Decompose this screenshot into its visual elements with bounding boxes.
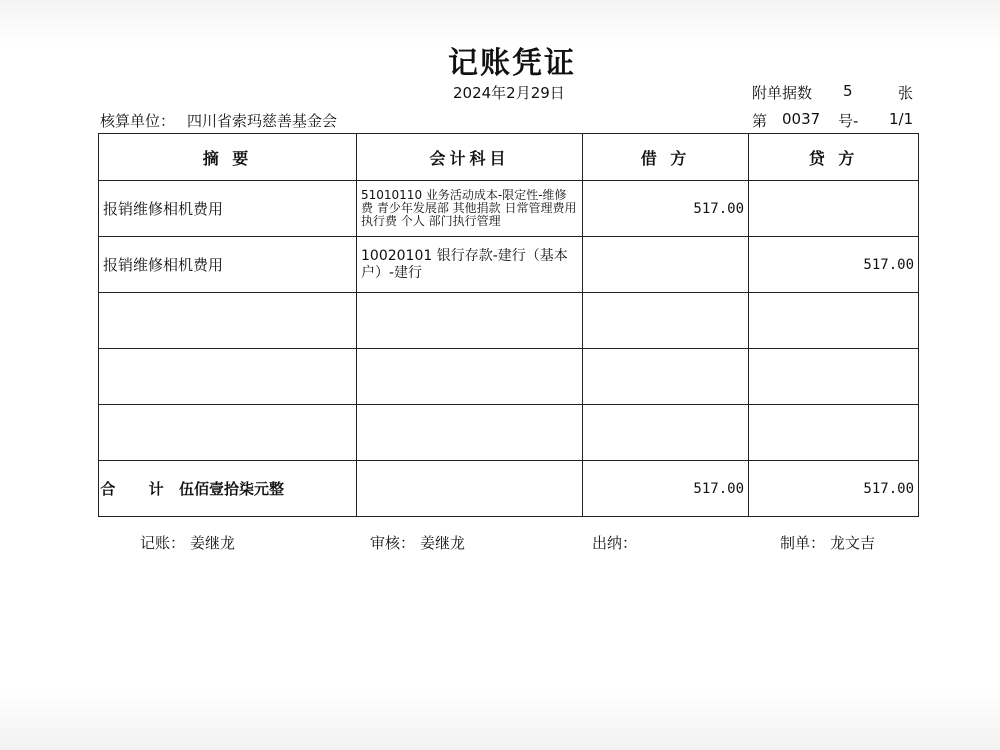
total-account-empty (357, 461, 583, 517)
total-label: 合 计 (100, 480, 178, 498)
table-header-row (99, 134, 919, 181)
row-credit: 517.00 (749, 237, 919, 293)
voucher-table (98, 133, 919, 517)
table-row-empty (99, 293, 919, 349)
empty-cell (357, 293, 583, 349)
header-debit: 借 方 (583, 134, 749, 181)
voucher-title: 记账凭证 (448, 46, 576, 81)
preparer-name: 龙文吉 (830, 534, 876, 552)
accounting-unit-name: 四川省索玛慈善基金会 (187, 112, 338, 130)
total-row (99, 461, 919, 517)
empty-cell (99, 349, 357, 405)
total-words: 伍佰壹拾柒元整 (179, 480, 285, 498)
empty-cell (749, 349, 919, 405)
row-debit: 517.00 (583, 181, 749, 237)
empty-cell (357, 349, 583, 405)
empty-cell (583, 405, 749, 461)
voucher-number-label: 第 (752, 112, 768, 130)
row-account: 10020101 银行存款-建行（基本户）-建行 (357, 237, 583, 293)
empty-cell (749, 405, 919, 461)
empty-cell (583, 293, 749, 349)
table-row-empty (99, 349, 919, 405)
row-summary: 报销维修相机费用 (99, 181, 357, 237)
row-debit (583, 237, 749, 293)
row-credit (749, 181, 919, 237)
empty-cell (583, 349, 749, 405)
voucher-number: 0037 (782, 110, 821, 128)
header-credit: 贷 方 (749, 134, 919, 181)
table-row (99, 237, 919, 293)
voucher-number-sep: 号- (838, 112, 859, 130)
row-account: 51010110 业务活动成本-限定性-维修费 青少年发展部 其他捐款 日常管理费用 执行费 个人 部门执行管理 (357, 181, 583, 237)
reviewer-label: 审核： (370, 534, 416, 552)
voucher-date: 2024年2月29日 (453, 84, 565, 102)
table-row-empty (99, 405, 919, 461)
attachments-count: 5 (843, 82, 853, 100)
empty-cell (749, 293, 919, 349)
attachments-label: 附单据数 (752, 84, 813, 102)
total-cell (99, 461, 357, 517)
accounting-unit-label: 核算单位： (100, 112, 176, 130)
total-credit: 517.00 (749, 461, 919, 517)
bookkeeper-label: 记账： (140, 534, 186, 552)
reviewer-name: 姜继龙 (420, 534, 466, 552)
empty-cell (99, 293, 357, 349)
preparer-label: 制单： (780, 534, 826, 552)
bookkeeper-name: 姜继龙 (190, 534, 236, 552)
attachments-unit: 张 (898, 84, 914, 102)
table-row (99, 181, 919, 237)
empty-cell (99, 405, 357, 461)
empty-cell (357, 405, 583, 461)
header-account: 会计科目 (357, 134, 583, 181)
total-debit: 517.00 (583, 461, 749, 517)
header-summary: 摘 要 (99, 134, 357, 181)
cashier-label: 出纳： (592, 534, 638, 552)
row-summary: 报销维修相机费用 (99, 237, 357, 293)
voucher-page: 1/1 (889, 110, 914, 128)
